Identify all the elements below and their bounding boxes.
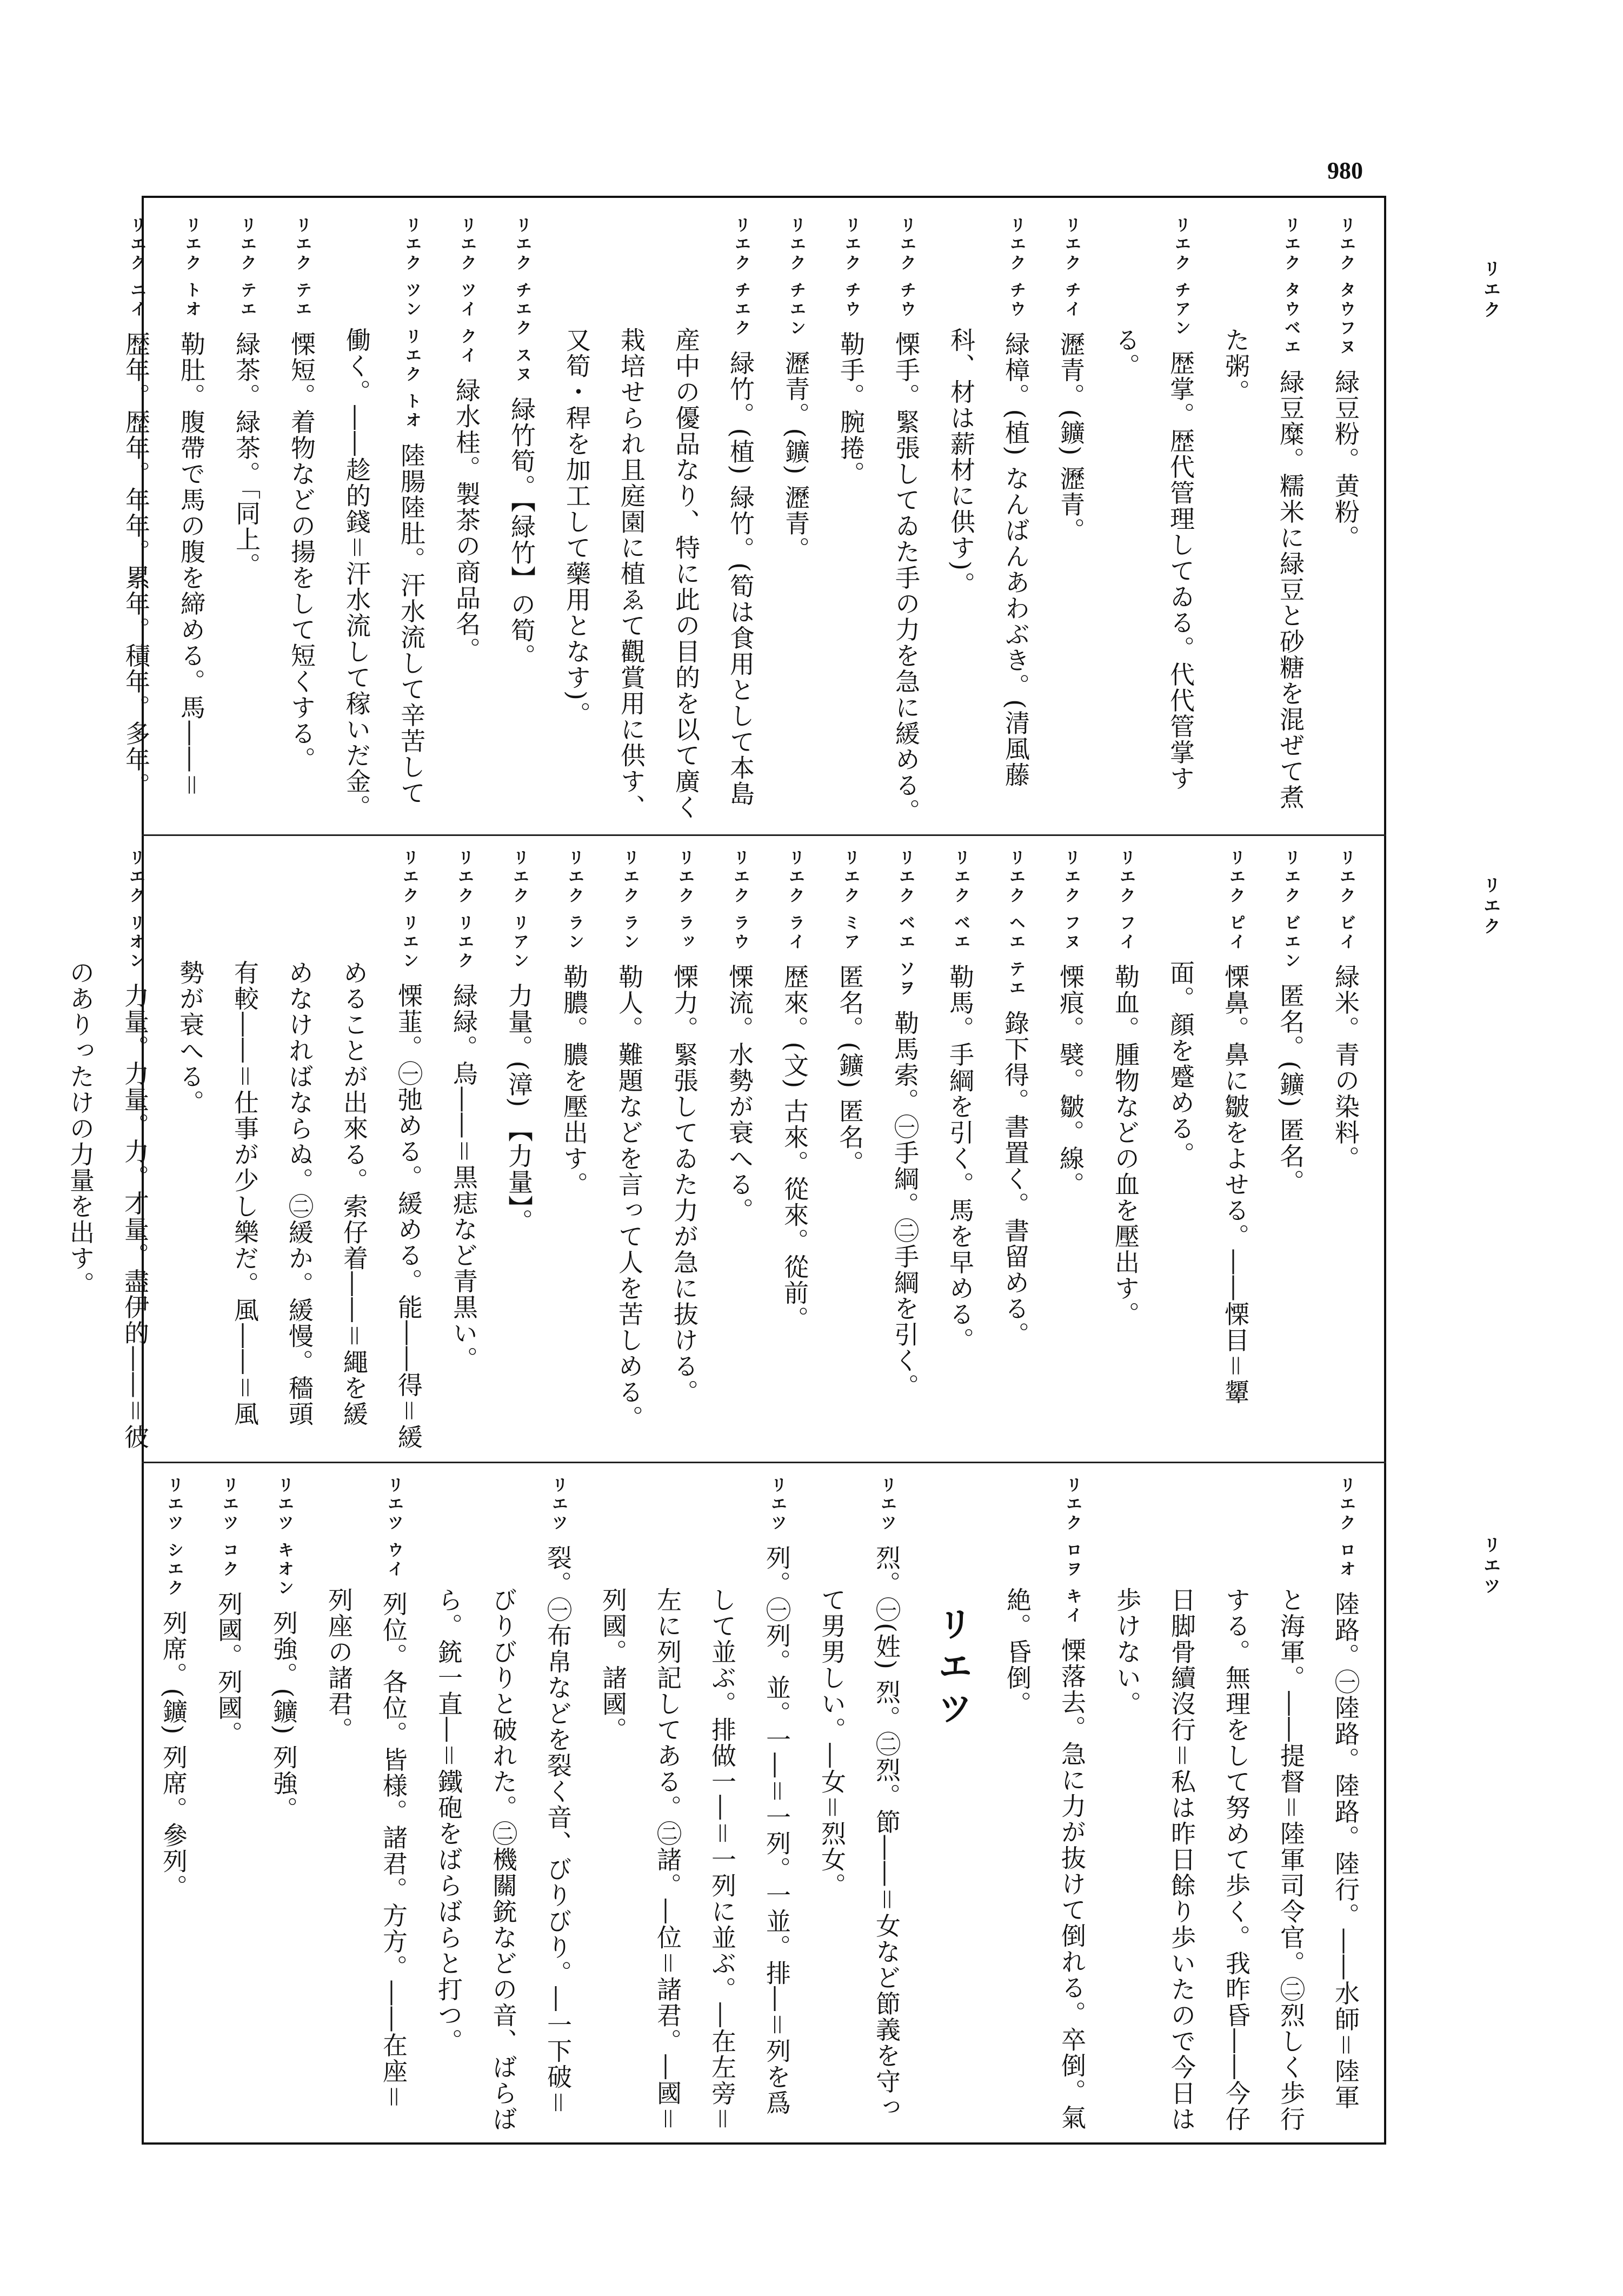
dictionary-entry: [657, 849, 712, 1452]
dictionary-entry: [988, 849, 1043, 1452]
entry-definition: 緑豆糜。糯米に緑豆と砂糖を混ぜて煮た粥。: [1221, 327, 1305, 811]
dictionary-entry: [274, 216, 329, 825]
entry-headword: リエツ: [549, 1476, 568, 1533]
dictionary-entry: [934, 216, 1043, 825]
entry-definition: 慄落去。急に力が抜けて倒れる。卒倒。氣絶。昏倒。: [1003, 1587, 1087, 2131]
entry-headword: リエク ヘエ テエ: [1006, 849, 1025, 998]
section-divider: [142, 834, 1386, 836]
dictionary-section-top: [122, 216, 1373, 825]
dictionary-section-bottom: [159, 1476, 1373, 2133]
entry-headword: リエク ミア: [841, 849, 860, 952]
dictionary-entry: [436, 849, 491, 1452]
entry-definition: 列強。(鑛) 列強。: [269, 1610, 298, 1822]
entry-headword: リエク ビイ: [1336, 849, 1355, 952]
entry-definition: 錄下得。書置く。書留める。: [1001, 1010, 1030, 1348]
dictionary-entry: [1208, 216, 1318, 825]
dictionary-entry: [879, 216, 934, 825]
dictionary-entry: [602, 849, 657, 1452]
entry-headword: リエク タウフヌ: [1336, 216, 1355, 357]
side-header-top: リエク: [1481, 260, 1501, 321]
entry-definition: 歴年。歴年。年年。累年。積年。多年。: [122, 331, 151, 799]
dictionary-entry: [146, 1476, 201, 2133]
side-header-bottom: リエツ: [1481, 1536, 1501, 1597]
dictionary-entry: [494, 216, 549, 825]
entry-headword: リエク チイ: [1062, 216, 1081, 320]
entry-headword: リエツ キオン: [275, 1476, 294, 1598]
entry-definition: 緑緑。烏――＝黒痣など青黒い。: [449, 983, 478, 1372]
side-header-middle: リエク: [1481, 876, 1501, 938]
dictionary-entry: [549, 216, 768, 825]
dictionary-entry: [822, 849, 877, 1452]
entry-definition: 裂。㊀布帛などを裂く音、びりびり。―一下破＝びりびりと破れた。㊁機關銃などの音、ばらばら。銃一直―＝鐵砲をばらばらと打つ。: [434, 1545, 573, 2132]
entry-definition: 緑竹。(植) 緑竹。(筍は食用として本島産中の優品なり、特に此の目的を以て廣く栽培せられ且庭園に植ゑて觀賞用に供す、又筍・稈を加工して藥用となす)。: [562, 327, 755, 820]
entry-definition: 慄痕。襞。皺。線。: [1056, 964, 1085, 1198]
entry-headword: リエク ラウ: [730, 849, 749, 952]
entry-headword: リエク ビエン: [1281, 849, 1300, 971]
entry-definition: 陸路。㊀陸路。陸路。陸行。――水師＝陸軍と海軍。――提督＝陸軍司令官。㊁烈しく歩行する。無理をして努めて歩く。我昨昏――今仔日脚骨續沒行＝私は昨日餘り歩いたので今日は歩けない。: [1113, 1587, 1360, 2132]
dictionary-entry: [877, 849, 933, 1452]
entry-headword: リエク ラン: [620, 849, 639, 952]
dictionary-entry: [768, 216, 823, 825]
dictionary-entry: [1099, 216, 1208, 825]
entry-headword: リエク テエ: [292, 216, 311, 320]
dictionary-entry: [164, 216, 219, 825]
entry-definition: 勒手。腕捲。: [836, 331, 866, 487]
entry-headword: リエツ コク: [219, 1476, 238, 1580]
entry-definition: 歴來。(文) 古來。從來。從前。: [780, 964, 809, 1332]
entry-headword: リエク テエ: [237, 216, 256, 320]
dictionary-entry: [1318, 216, 1373, 825]
entry-definition: 力量。力量。力。才量。盡伊的――＝彼のありったけの力量を出す。: [66, 960, 150, 1450]
entry-definition: 列。㊀列。並。一―＝一列。一並。排―＝列を爲して並ぶ。排做一―＝一列に並ぶ。―在左旁＝左に列記してある。㊁諸。―位＝諸君。―國＝列國。諸國。: [598, 1545, 791, 2132]
entry-definition: 慄鼻。鼻に皺をよせる。――慄目＝顰面。顔を蹙める。: [1166, 960, 1250, 1405]
dictionary-entry: [163, 849, 436, 1452]
entry-definition: 勒人。難題などを言って人を苦しめる。: [615, 964, 644, 1431]
dictionary-entry: [823, 216, 879, 825]
entry-headword: リエツ ウイ: [384, 1476, 403, 1580]
dictionary-entry: [767, 849, 822, 1452]
entry-definition: 瀝青。(鑛) 瀝青。: [1056, 331, 1086, 543]
dictionary-entry: [1318, 849, 1373, 1452]
dictionary-entry: [256, 1476, 311, 2133]
entry-headword: リエク フヌ: [1061, 849, 1080, 952]
entry-definition: 緑水桂。製茶の商品名。: [452, 377, 481, 663]
entry-definition: 緑米。青の染料。: [1331, 964, 1360, 1172]
entry-headword: リエク チウ: [897, 216, 916, 320]
dictionary-entry: [712, 849, 767, 1452]
entry-headword: リエク チエン: [787, 216, 806, 339]
entry-headword: リエク ライ: [786, 849, 804, 952]
dictionary-entry: [201, 1476, 256, 2133]
entry-headword: リエク ロヲ キイ: [1063, 1476, 1082, 1625]
page-number: 980: [1327, 157, 1363, 184]
dictionary-entry: [491, 849, 547, 1452]
entry-definition: 烈。㊀(姓) 烈。㊁烈。節――＝女など節義を守って男男しい。―女＝烈女。: [817, 1545, 901, 2121]
entry-definition: 列席。(鑛) 列席。參列。: [159, 1610, 188, 1900]
entry-headword: リエク チアン: [1172, 216, 1190, 339]
dictionary-entry: [1100, 1476, 1373, 2133]
entry-headword: リエク フイ: [1116, 849, 1135, 952]
dictionary-entry: [1263, 849, 1318, 1452]
dictionary-entry: [311, 1476, 421, 2133]
entry-definition: 勒馬。手綱を引く。馬を早める。: [946, 964, 975, 1353]
entry-definition: 匿名。(鑛) 匿名。: [835, 964, 864, 1176]
entry-definition: 歴掌。歴代管理してゐる。代代管掌する。: [1112, 327, 1195, 792]
section-divider: [142, 1462, 1386, 1463]
dictionary-entry: [586, 1476, 804, 2133]
entry-headword: リエク ラッ: [675, 849, 694, 952]
entry-headword: リエク ベエ: [951, 849, 970, 952]
entry-headword: リエク タウベエ: [1281, 216, 1300, 357]
entry-headword: リエク チエク スヌ: [513, 216, 531, 384]
entry-definition: 慄手。緊張してゐた手の力を急に緩める。: [892, 331, 921, 825]
dictionary-entry: [439, 216, 494, 825]
entry-headword: リエク チウ: [842, 216, 861, 320]
entry-definition: 勒膿。膿を壓出す。: [560, 964, 589, 1198]
dictionary-entry: [1153, 849, 1263, 1452]
dictionary-entry: [53, 849, 163, 1452]
entry-headword: リエク トオ: [182, 216, 201, 320]
dictionary-entry: [1098, 849, 1153, 1452]
entry-headword: リエク ベエ ソヲ: [896, 849, 915, 998]
dictionary-entry: [1043, 216, 1099, 825]
dictionary-entry: [329, 216, 439, 825]
entry-definition: 緑樟。(植) なんばんあわぶき。(清風藤科、材は薪材に供す)。: [947, 327, 1030, 788]
entry-headword: リエク リアン: [510, 849, 529, 971]
entry-definition: 緑茶。緑茶。「同上。: [232, 331, 261, 579]
entry-definition: 慄韮。㊀弛める。緩める。能――得＝緩めることが出來る。索仔着――＝繩を緩めなければならぬ。㊁緩か。緩慢。穡頭有較――＝仕事が少し樂だ。風――＝風勢が衰へる。: [176, 960, 423, 1450]
entry-definition: 慄力。緊張してゐた力が急に抜ける。: [670, 964, 699, 1405]
dictionary-entry: [990, 1476, 1100, 2133]
entry-definition: 力量。(漳) 【力量】。: [504, 983, 534, 1235]
entry-headword: リエク ツン リエク トオ: [402, 216, 421, 431]
entry-definition: 勒馬索。㊀手綱。㊁手綱を引く。: [890, 1010, 920, 1399]
dictionary-entry: [1043, 849, 1098, 1452]
dictionary-entry: [109, 216, 164, 825]
dictionary-entry: [804, 1476, 914, 2133]
entry-headword: リエツ: [877, 1476, 896, 1533]
entry-headword: リエク リエン: [400, 849, 418, 971]
entry-definition: 列位。各位。皆様。諸君。方方。――在座＝列座の諸君。: [324, 1587, 408, 2111]
entry-headword: リエク リエク: [455, 849, 474, 971]
dictionary-entry: [219, 216, 274, 825]
dictionary-entry: [421, 1476, 586, 2133]
entry-definition: 勒血。腫物などの血を壓出す。: [1111, 964, 1140, 1328]
entry-definition: 陸腸陸肚。汗水流して辛苦して働く。――趁的錢＝汗水流して稼いだ金。: [342, 327, 426, 820]
entry-definition: 瀝青。(鑛) 瀝青。: [781, 350, 810, 562]
entry-definition: 慄短。着物などの揚をして短くする。: [287, 331, 316, 773]
entry-headword: リエク ニイ: [127, 216, 146, 320]
entry-headword: リエク チエク: [731, 216, 750, 339]
entry-definition: 緑豆粉。黄粉。: [1331, 369, 1360, 551]
entry-headword: リエク ピイ: [1226, 849, 1245, 952]
entry-headword: リエツ シエク: [164, 1476, 183, 1598]
entry-definition: 勒肚。腹帶で馬の腹を締める。馬――＝: [177, 331, 206, 799]
section-heading: リエツ: [932, 1606, 972, 1733]
entry-definition: 列國。列國。: [214, 1591, 243, 1747]
entry-headword: リエク リオン: [126, 849, 145, 971]
entry-headword: リエツ: [768, 1476, 787, 1533]
dictionary-entry: [547, 849, 602, 1452]
entry-headword: リエク ラン: [565, 849, 584, 952]
entry-headword: リエク ロオ: [1336, 1476, 1355, 1580]
entry-definition: 緑竹筍。【緑竹】の筍。: [507, 396, 536, 669]
entry-headword: リエク ツイ クイ: [457, 216, 476, 366]
dictionary-section-middle: [66, 849, 1373, 1452]
entry-headword: リエク チウ: [1007, 216, 1026, 320]
dictionary-entry: [933, 849, 988, 1452]
entry-definition: 匿名。(鑛) 匿名。: [1276, 983, 1305, 1195]
entry-definition: 慄流。水勢が衰へる。: [725, 964, 754, 1224]
